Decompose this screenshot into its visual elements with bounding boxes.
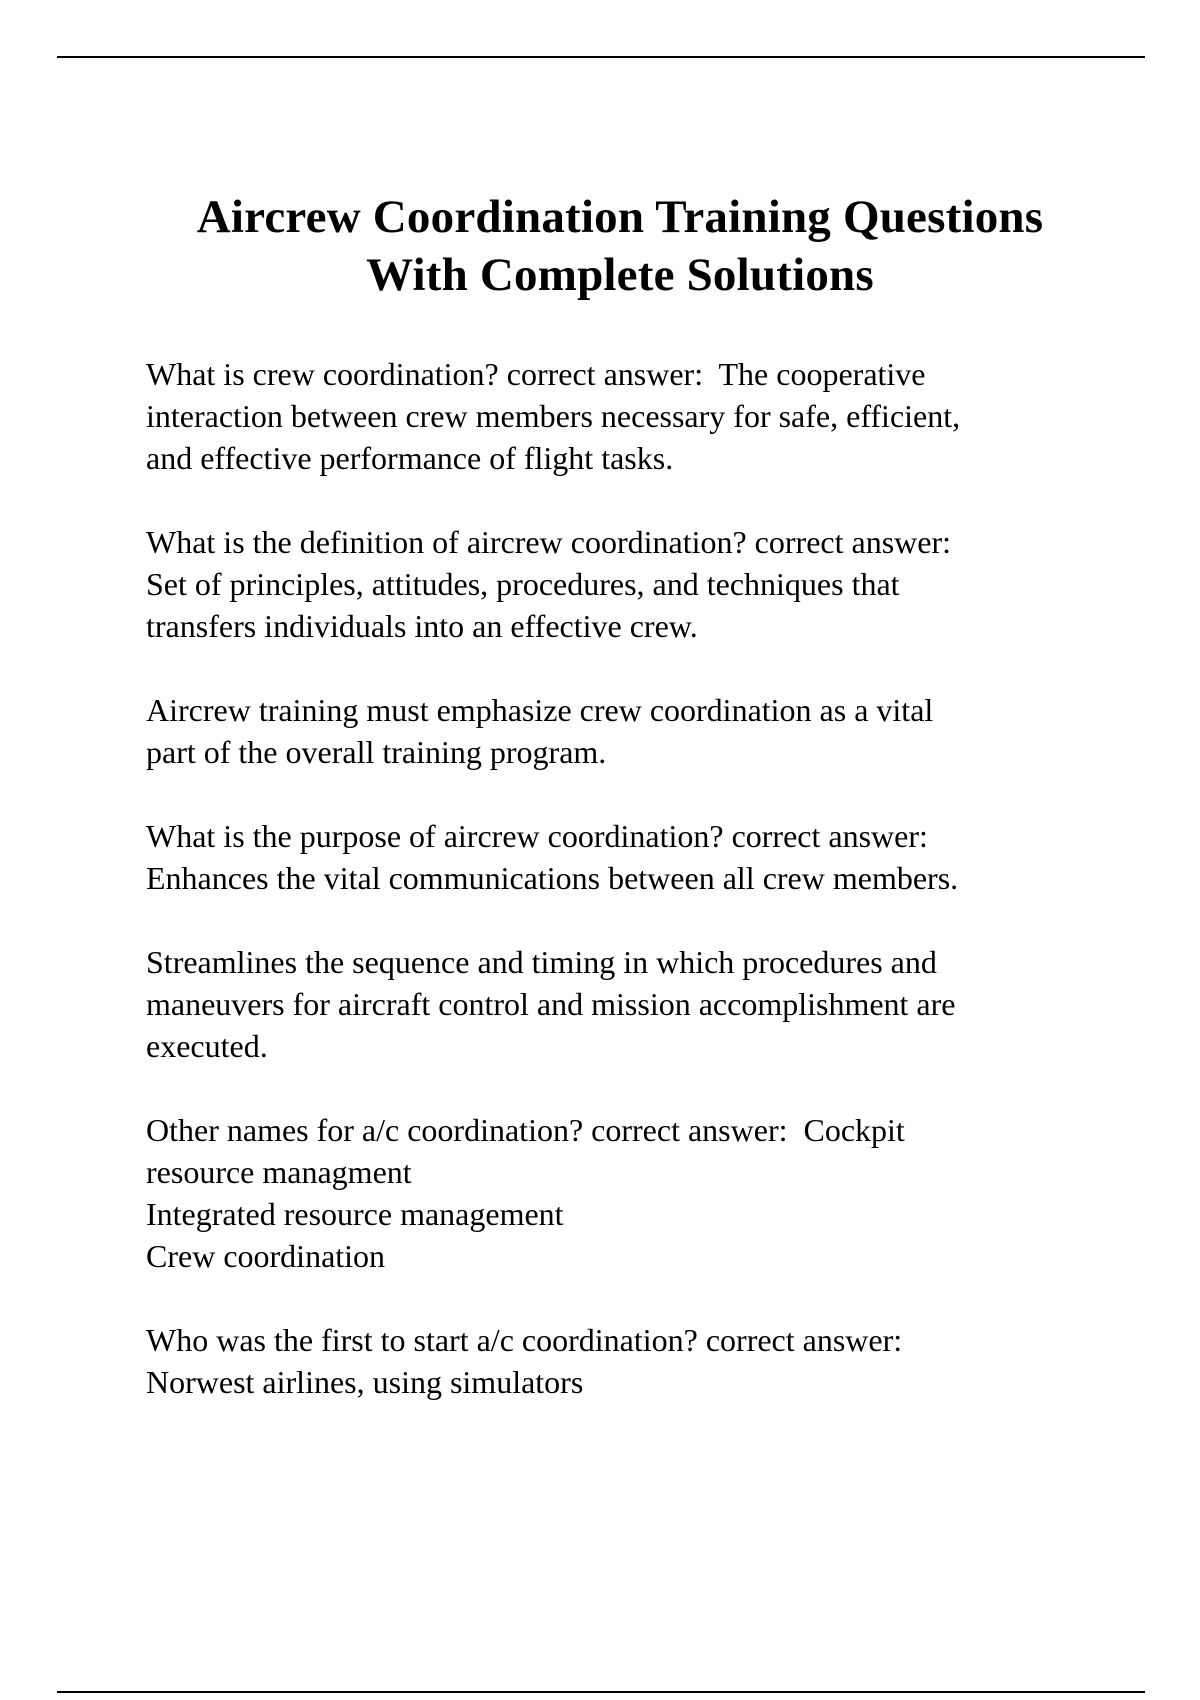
text-line: What is crew coordination? correct answer: The cooperative [146,356,926,392]
text-line: Aircrew training must emphasize crew coordination as a vital [146,692,934,728]
text-line: Crew coordination [146,1238,386,1274]
text-line: Other names for a/c coordination? correct answer: Cockpit [146,1112,905,1148]
text-line: maneuvers for aircraft control and mission accomplishment are [146,986,956,1022]
document-body [146,353,1106,1445]
text-line: interaction between crew members necessary for safe, efficient, [146,398,961,434]
text-line: executed. [146,1028,268,1064]
text-line: Norwest airlines, using simulators [146,1364,584,1400]
title-line-1: Aircrew Coordination Training Questions [196,191,1044,243]
qa-paragraph-crew-coordination [146,353,1106,479]
title-line-2: With Complete Solutions [366,249,874,301]
text-line: What is the definition of aircrew coordination? correct answer: [146,524,951,560]
text-line: Set of principles, attitudes, procedures, and techniques that [146,566,900,602]
document-title [146,188,1094,304]
qa-paragraph-definition [146,521,1106,647]
text-line: What is the purpose of aircrew coordination? correct answer: [146,818,928,854]
text-line: Enhances the vital communications between all crew members. [146,860,959,896]
text-line: resource managment [146,1154,412,1190]
text-line: and effective performance of flight tasks. [146,440,674,476]
paragraph-streamlines [146,941,1106,1067]
qa-paragraph-other-names [146,1109,1106,1277]
qa-paragraph-purpose [146,815,1106,899]
bottom-rule [57,1691,1145,1693]
qa-paragraph-first-to-start [146,1319,1106,1403]
paragraph-training-emphasis [146,689,1106,773]
text-line: part of the overall training program. [146,734,607,770]
text-line: transfers individuals into an effective crew. [146,608,698,644]
text-line: Integrated resource management [146,1196,564,1232]
text-line: Who was the first to start a/c coordination? correct answer: [146,1322,903,1358]
top-rule [57,56,1145,58]
text-line: Streamlines the sequence and timing in which procedures and [146,944,937,980]
